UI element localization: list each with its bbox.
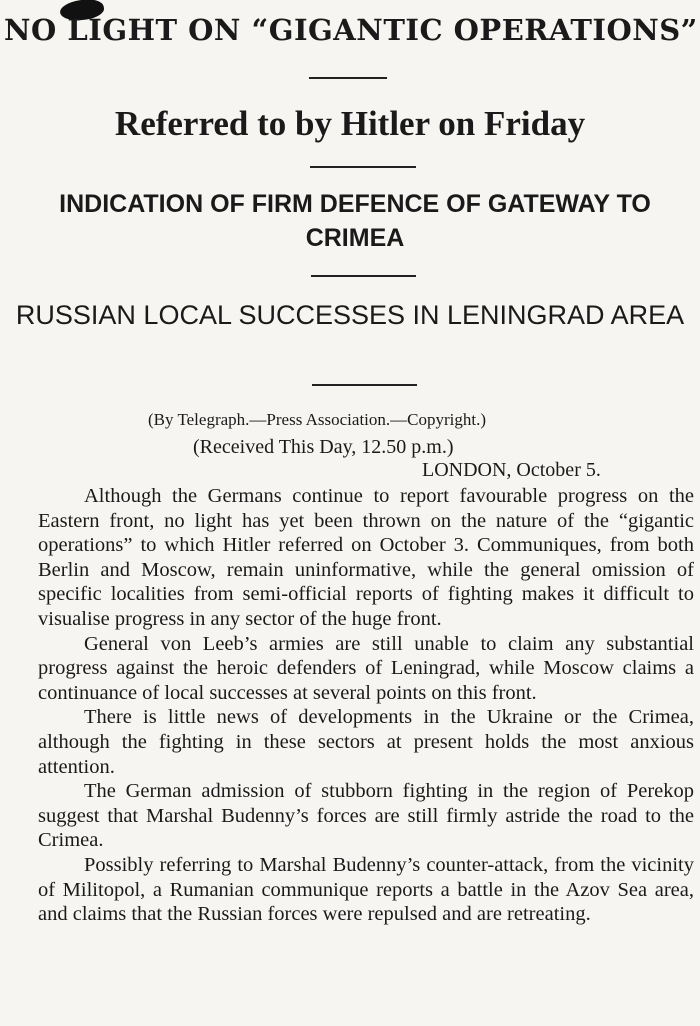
place-date-line: LONDON, October 5. xyxy=(422,459,601,481)
article-paragraph: Although the Germans continue to report favourable progress on the Eastern front, no light has yet been thrown on the nature of the “gigantic operations” to which Hitler referred on October 3. Communiques, from both Berlin and Moscow, remain uninformative, while the general omission of specific localities from semi-official reports of fighting makes it difficult to visualise progress in any sector of the huge front. xyxy=(38,485,694,630)
main-headline: NO LIGHT ON “GIGANTIC OPERATIONS” xyxy=(4,13,698,47)
divider-rule xyxy=(310,166,416,168)
article-paragraph: The German admission of stubborn fighting in the region of Perekop suggest that Marshal Budenny’s forces are still firmly astride the road to the Crimea. xyxy=(38,780,694,852)
article-paragraph: There is little news of developments in the Ukraine or the Crimea, although the fighting in these sectors at present holds the most anxious attention. xyxy=(38,706,694,778)
subheadline: Referred to by Hitler on Friday xyxy=(114,104,586,143)
divider-rule xyxy=(312,384,417,386)
received-line: (Received This Day, 12.50 p.m.) xyxy=(193,436,454,458)
article-paragraph: Possibly referring to Marshal Budenny’s counter-attack, from the vicinity of Militopol, a Rumanian communique reports a battle in the Azov Sea area, and claims that the Russian forces were repulsed and are retreating. xyxy=(38,853,694,926)
divider-rule xyxy=(311,275,416,277)
deck-headline: INDICATION OF FIRM DEFENCE OF GATEWAY TO CRIMEA xyxy=(59,190,651,252)
divider-rule xyxy=(309,77,387,79)
article-body xyxy=(38,484,694,927)
article-paragraph: General von Leeb’s armies are still unable to claim any substantial progress against the heroic defenders of Leningrad, while Moscow claims a continuance of local successes at several points on this front. xyxy=(38,632,694,704)
source-line: (By Telegraph.—Press Association.—Copyright.) xyxy=(148,410,486,429)
deck-subheadline: RUSSIAN LOCAL SUCCESSES IN LENINGRAD AREA xyxy=(15,300,685,330)
